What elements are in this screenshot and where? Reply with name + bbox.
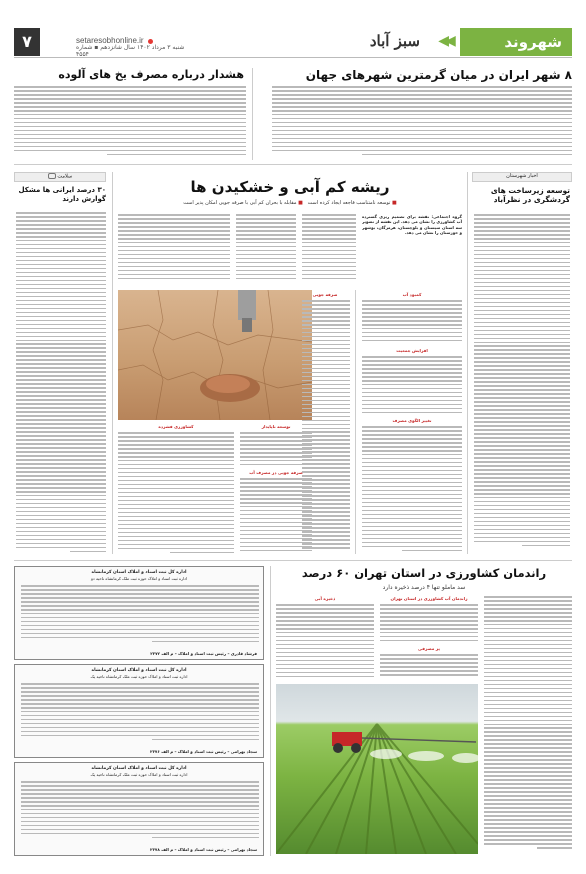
farm-field-photo (276, 684, 478, 854)
notice-title: اداره کل ثبت اسناد و املاک استان کرمانشاه (91, 570, 187, 575)
dry-earth-photo (118, 290, 312, 420)
main-headline: ریشه کم آبی و خشکیدن ها (190, 178, 390, 196)
subhead-industry: توسعه ناپایدار (261, 424, 291, 429)
health-icon (48, 173, 56, 179)
farmers-subhead-3: ذخیره آبی (314, 596, 336, 601)
ice-body (14, 86, 246, 158)
legal-notice-3 (14, 762, 264, 856)
right-column-body (474, 214, 570, 554)
notice-title: اداره کل ثبت اسناد و املاک استان کرمانشاه (91, 766, 187, 771)
cities-body (272, 86, 572, 158)
legal-notice-2 (14, 664, 264, 758)
farmers-body-3 (380, 654, 478, 680)
page-header (14, 28, 572, 58)
cities-headline: ۸ شهر ایران در میان گرمترین شهرهای جهان (305, 68, 572, 82)
subhead-trend: تغییر الگوی مصرف (392, 418, 432, 423)
pop-body (362, 356, 462, 416)
main-caption: گروه اجتماعی: نقشه برای تصمیم ریزی گسترده آب کشاورزی را نشان می دهد. این نقشه از تصویر سه استان سیستان و بلوچستان، هرمزگان، بوشهر و خوزستان را نشان می دهد. (362, 214, 462, 236)
saving2-body (240, 478, 312, 554)
trend-body (362, 426, 462, 554)
left-column-headline: ۳۰ درصد ایرانی ها مشکل گوارش دارند (18, 186, 106, 203)
shortage-body (362, 300, 462, 346)
intro-body-3 (118, 214, 230, 284)
notice-footer: سجاد بهرامی – رئیس ثبت اسناد و املاک – م الف ۲۳۷۸ (150, 847, 257, 852)
main-kickers: ■ توسعه نامتناسب فاجعه ایجاد کرده است ■ مقابله با بحران کم آبی با صرفه جویی امکان پذیر است (183, 200, 397, 206)
double-arrow-icon: ◀◀ (438, 33, 452, 49)
notice-footer: سجاد بهرامی – رئیس ثبت اسناد و املاک – م الف ۲۳۷۶ (150, 749, 257, 754)
right-column-headline: توسعه زیرساخت های گردشگری در نظرآباد (490, 186, 570, 204)
subhead-saving: صرفه جویی در مصرف آب (249, 470, 303, 475)
farmers-subhead-1: راندمان آب کشاورزی در استان تهران (390, 596, 468, 601)
left-column-tag: سلامت (14, 172, 106, 182)
subhead-pop: افزایش جمعیت (396, 348, 428, 353)
farmers-body-4 (276, 604, 374, 680)
notice-subtitle: اداره ثبت اسناد و املاک حوزه ثبت ملک کرمانشاه ناحیه یک (90, 772, 188, 777)
right-column-tag: اخبار شهرستان (472, 172, 572, 182)
farmers-body-2 (380, 604, 478, 644)
newspaper-logo: سبز آباد (369, 32, 420, 50)
intro-body-2 (236, 214, 296, 284)
farmers-subhead-2: پر مصرفی (418, 646, 440, 651)
industry-body (240, 432, 312, 468)
notice-subtitle: اداره ثبت اسناد و املاک حوزه ثبت ملک کرمانشاه ناحیه یک (90, 674, 188, 679)
farmers-kicker: سد ماملو تنها ۴ درصد ذخیره دارد (382, 584, 466, 591)
subhead-saving2: صرفه جویی (312, 292, 338, 297)
notice-subtitle: اداره ثبت اسناد و املاک حوزه ثبت ملک کرمانشاه ناحیه دو (90, 576, 187, 581)
farmers-headline: راندمان کشاورزی در استان تهران ۶۰ درصد (301, 566, 547, 580)
subhead-agri: کشاورزی فشرده (158, 424, 194, 429)
agri-body (118, 432, 234, 554)
legal-notice-1 (14, 566, 264, 660)
website-url[interactable]: setaresobhonline.ir (76, 36, 144, 45)
page-number: ۷ (14, 28, 40, 56)
ice-headline: هشدار درباره مصرف یخ های آلوده (58, 68, 244, 81)
section-label: شهروند (460, 28, 572, 56)
notice-title: اداره کل ثبت اسناد و املاک استان کرمانشاه (91, 668, 187, 673)
left-column-body (16, 212, 106, 554)
issue-date: شنبه ۳ مرداد ۱۴۰۲ سال شانزدهم ▪ شماره ۴۵۵۴ (76, 44, 185, 58)
notice-footer: فرشاد قادری – رئیس ثبت اسناد و املاک – م الف ۲۳۷۲ (150, 651, 257, 656)
farmers-body-1 (484, 596, 572, 854)
intro-body-1 (302, 214, 356, 284)
subhead-shortage: کمبود آب (402, 292, 422, 297)
